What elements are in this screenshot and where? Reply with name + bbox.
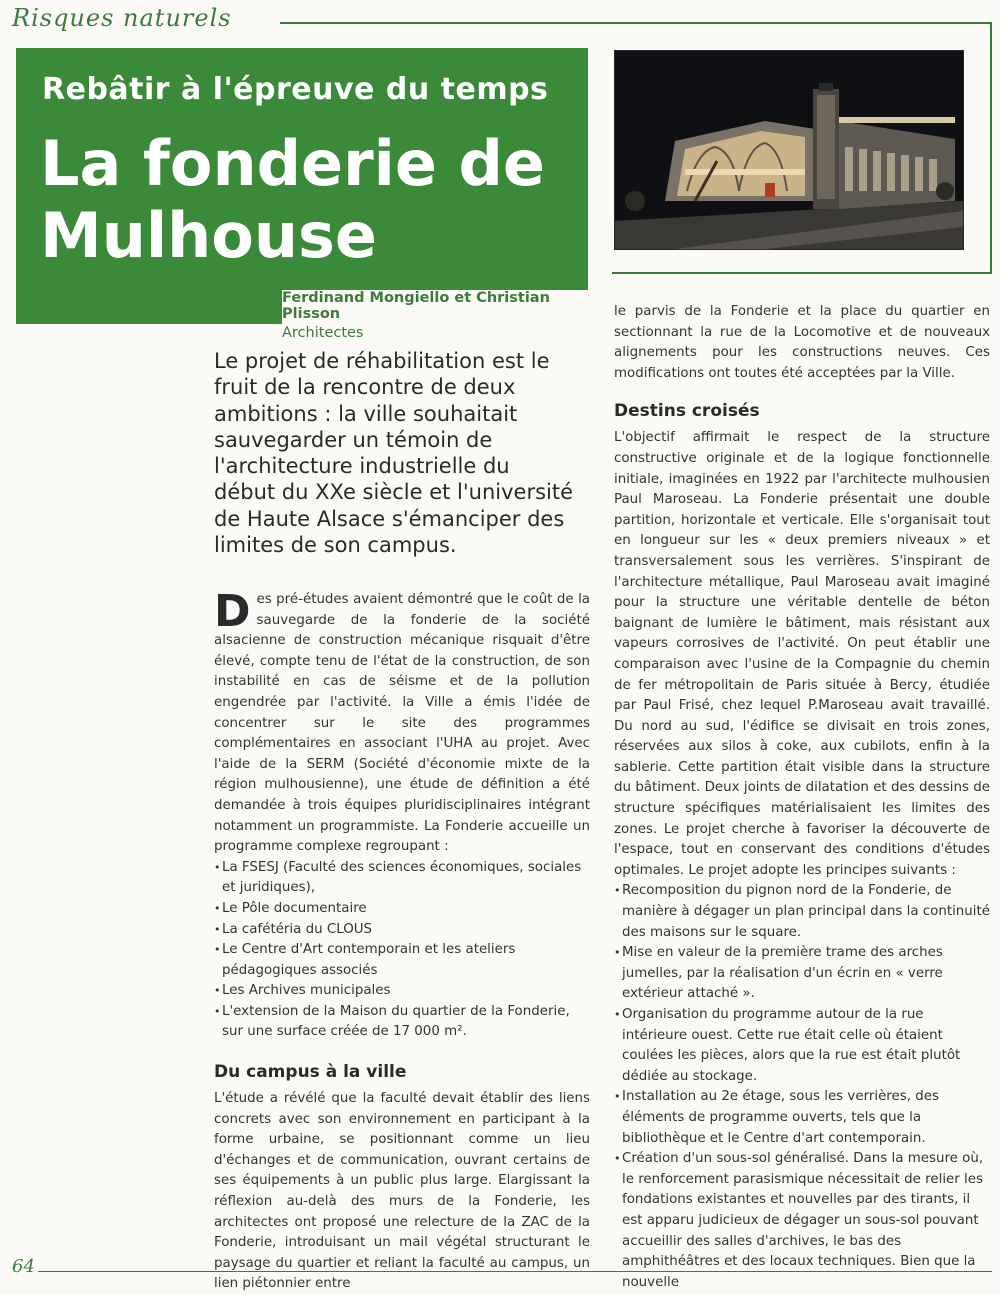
article-kicker: Rebâtir à l'épreuve du temps (42, 72, 549, 107)
building-illustration (615, 51, 963, 249)
section-heading: Du campus à la ville (214, 1062, 407, 1083)
author-names: Ferdinand Mongiello et Christian Plisson (282, 290, 550, 322)
list-item: • Recomposition du pignon nord de la Fonderie, de manière à dégager un plan principal dans la continuité des maisons sur le square. (614, 881, 990, 943)
list-item: • La FSESJ (Faculté des sciences économiques, sociales et juridiques), (214, 858, 590, 899)
program-list (214, 858, 590, 1043)
byline (282, 290, 592, 345)
body-paragraph (214, 586, 590, 858)
list-item: • L'extension de la Maison du quartier de la Fonderie, sur une surface créée de 17 000 m². (214, 1002, 590, 1043)
title-block (16, 48, 588, 324)
section-rubric: Risques naturels (12, 4, 232, 32)
header-rule (280, 22, 992, 24)
body-column-left (214, 586, 590, 1295)
page-number: 64 (12, 1256, 35, 1277)
list-item: • Les Archives municipales (214, 981, 590, 1002)
header-rule-vertical (990, 22, 992, 274)
drop-cap: D (214, 586, 251, 637)
body-column-right (614, 302, 990, 1293)
author-role: Architectes (282, 325, 364, 341)
footer-rule (38, 1271, 992, 1272)
list-item: • Organisation du programme autour de la rue intérieure ouest. Cette rue était celle où étaient coulées les pièces, alors que la rue est était plutôt dédiée au stockage. (614, 1005, 990, 1087)
list-item: • Le Pôle documentaire (214, 899, 590, 920)
principles-list (614, 881, 990, 1293)
photo-rule (612, 272, 992, 274)
list-item: • Le Centre d'Art contemporain et les ateliers pédagogiques associés (214, 940, 590, 981)
section-heading: Destins croisés (614, 401, 760, 422)
body-paragraph: L'étude a révélé que la faculté devait établir des liens concrets avec son environnement en participant à la forme urbaine, se positionnant comme un lieu d'échanges et de communication, ouvrant certains de ses équipements à un public plus large. Elargissant la réflexion au-delà des murs de la Fonderie, les architectes ont proposé une relecture de la ZAC de la Fonderie, introduisant un mail végétal structurant le paysage du quartier et reliant la faculté au campus, un lien piétonnier entre (214, 1091, 590, 1292)
list-item: • Mise en valeur de la première trame des arches jumelles, par la réalisation d'un écrin en « verre extérieur attaché ». (614, 943, 990, 1005)
list-item: • Installation au 2e étage, sous les verrières, des éléments de programme ouverts, tels que la bibliothèque et le Centre d'art contemporain. (614, 1087, 990, 1149)
article-title: La fonderie de Mulhouse (40, 127, 545, 272)
building-photo (614, 50, 964, 250)
body-paragraph: le parvis de la Fonderie et la place du quartier en sectionnant la rue de la Locomotive et de nouveaux alignements pour les constructions neuves. Ces modifications ont toutes été acceptées par la Ville. (614, 304, 990, 381)
body-paragraph: L'objectif affirmait le respect de la structure constructive originale et de la logique fonctionnelle initiale, imaginées en 1922 par l'architecte mulhousien Paul Maroseau. La Fonderie présentait une double partition, horizontale et verticale. Elle s'organisait tout en longueur sur les « deux premiers niveaux » et transversalement sous les verrières. S'inspirant de l'architecture métallique, Paul Maroseau avait imaginé pour la structure une véritable dentelle de béton baignant de lumière le bâtiment, mais résistant aux vapeurs corrosives de l'activité. On peut établir une comparaison avec l'usine de la Compagnie du chemin de fer métropolitain de Paris située à Bercy, étudiée par Paul Frisé, chez lequel P.Maroseau avait travaillé. Du nord au sud, l'édifice se divisait en trois zones, réservées aux silos à coke, aux cubilots, enfin à la sablerie. Cette partition était visible dans la structure du bâtiment. Deux joints de dilatation et des dessins de structure spécifiques matérialisaient les limites des zones. Le projet cherche à favoriser la découverte de l'espace, tout en conservant des conditions d'études optimales. Le projet adopte les principes suivants : (614, 430, 990, 878)
list-item: • Création d'un sous-sol généralisé. Dans la mesure où, le renforcement parasismique nécessitait de relier les fondations existantes et nouvelles par des tirants, il est apparu judicieux de dégager un sous-sol pouvant accueillir des salles d'archives, le bas des amphithéâtres et des locaux techniques. Bien que la nouvelle (614, 1149, 990, 1293)
intro-lead: Le projet de réhabilitation est le fruit de la rencontre de deux ambitions : la ville souhaitait sauvegarder un témoin de l'architecture industrielle du début du XXe siècle et l'université de Haute Alsace s'émanciper des limites de son campus. (214, 349, 574, 558)
paragraph-text: es pré-études avaient démontré que le coût de la sauvegarde de la fonderie de la société alsacienne de construction mécanique risquait d'être élevé, compte tenu de l'état de la construction, de son instabilité en cas de séisme et de la pollution engendrée par l'activité. la Ville a émis l'idée de concentrer sur le site des programmes complémentaires en associant l'UHA au projet. Avec l'aide de la SERM (Société d'économie mixte de la région mulhousienne), une étude de définition a été demandée à trois équipes pluridisciplinaires intégrant notamment un programmiste. La Fonderie accueille un programme complexe regroupant : (214, 592, 590, 855)
list-item: • La cafétéria du CLOUS (214, 920, 590, 941)
